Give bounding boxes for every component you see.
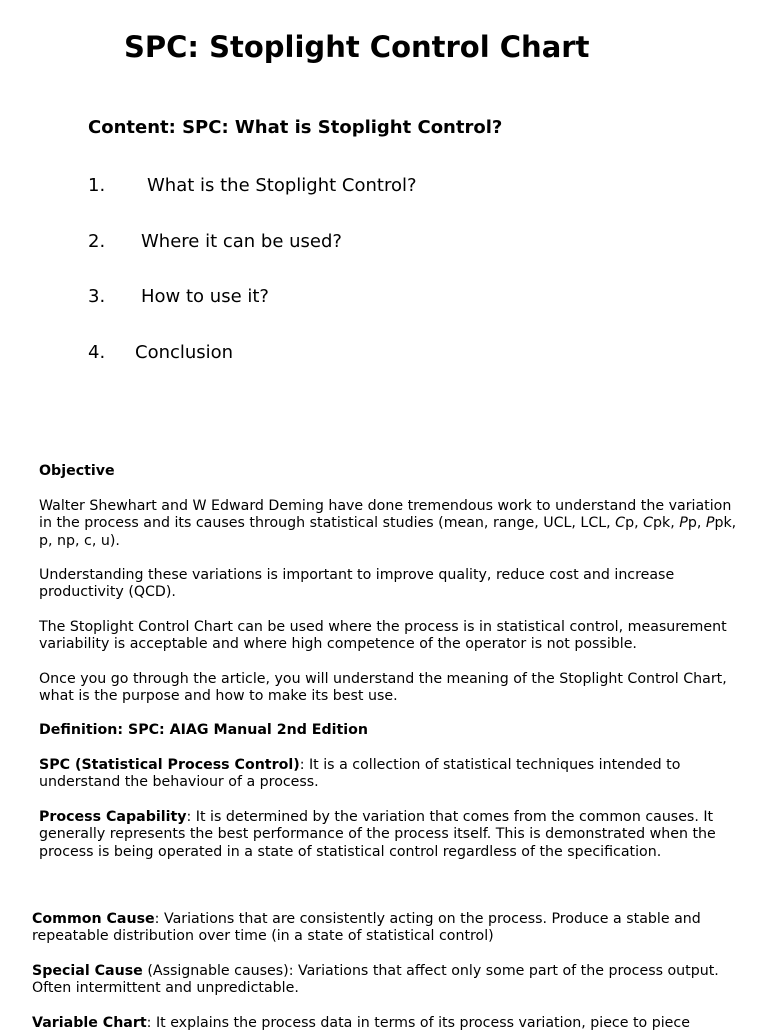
objective-paragraph-4: Once you go through the article, you will understand the meaning of the Stoplight Control Chart, what is the purpose and how to make its best use. <box>39 671 727 705</box>
definition-text: : It explains the process data in terms of its process variation, piece to piece <box>146 1015 690 1031</box>
p1-pp-letter: P <box>679 515 688 532</box>
toc-item-number: 3. <box>88 286 106 307</box>
p1-ppk-letter: P <box>705 515 715 532</box>
definition-spc <box>39 757 744 792</box>
definition-term: Common Cause <box>32 911 155 927</box>
toc-item <box>88 175 417 196</box>
p1-cpk-letter: C <box>643 515 654 532</box>
definition-common-cause <box>32 911 744 946</box>
definition-process-capability <box>39 809 744 861</box>
definition-text: : It is a collection of statistical techniques intended to understand the behaviour of a process. <box>39 757 681 791</box>
p1-pp-rest: p, <box>687 515 706 532</box>
toc-item-number: 4. <box>88 342 106 363</box>
objective-heading: Objective <box>39 463 115 479</box>
toc-item-text: How to use it? <box>141 286 269 307</box>
definition-term: SPC (Statistical Process Control) <box>39 757 300 773</box>
p1-end: pk, p, np, c, u). <box>39 515 737 549</box>
toc-item <box>88 342 234 363</box>
toc-item-number: 2. <box>88 231 106 252</box>
objective-paragraph-1 <box>39 498 744 550</box>
definition-term: Variable Chart <box>32 1015 147 1031</box>
definition-term: Special Cause <box>32 963 143 979</box>
objective-paragraph-2: Understanding these variations is important to improve quality, reduce cost and increase productivity (QCD). <box>39 567 675 601</box>
definition-text: (Assignable causes): Variations that affect only some part of the process output. Often intermittent and unpredictable. <box>32 963 719 997</box>
p1-cp-letter: C <box>615 515 626 532</box>
contents-heading: Content: SPC: What is Stoplight Control? <box>88 117 503 138</box>
toc-item-number: 1. <box>88 175 106 196</box>
p1-cpk-rest: pk, <box>653 515 680 532</box>
toc-item-text: Where it can be used? <box>141 231 342 252</box>
document-title: SPC: Stoplight Control Chart <box>124 30 590 64</box>
definition-term: Process Capability <box>39 809 187 825</box>
definition-text: : Variations that are consistently acting on the process. Produce a stable and repeatable distribution over time (in a state of statistical control) <box>32 911 701 945</box>
p1-cp-rest: p, <box>625 515 644 532</box>
definitions-heading: Definition: SPC: AIAG Manual 2nd Edition <box>39 722 368 738</box>
p1-text: Walter Shewhart and W Edward Deming have done tremendous work to understand the variation in the process and its causes through statistical studies (mean, range, UCL, LCL, <box>39 498 732 532</box>
toc-item-text: Conclusion <box>135 342 234 363</box>
toc-item <box>88 286 269 307</box>
definition-text: : It is determined by the variation that comes from the common causes. It generally represents the best performance of the process itself. This is demonstrated when the process is being operated in a state of statistical control regardless of the specification. <box>39 809 716 860</box>
toc-item-text: What is the Stoplight Control? <box>147 175 417 196</box>
toc-item <box>88 231 342 252</box>
objective-paragraph-3: The Stoplight Control Chart can be used where the process is in statistical control, measurement variability is acceptable and where high competence of the operator is not possible. <box>39 619 727 653</box>
definition-special-cause <box>32 963 744 998</box>
